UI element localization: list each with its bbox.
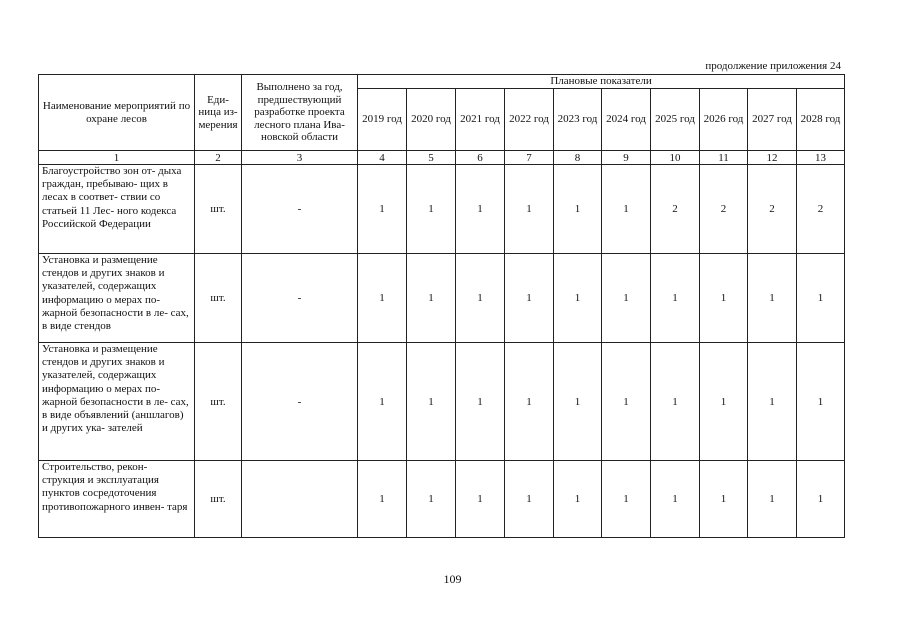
plan-value: 1 (456, 254, 505, 343)
plan-value: 1 (651, 343, 700, 461)
plan-value: 1 (456, 165, 505, 254)
column-number: 4 (358, 151, 407, 165)
column-number: 11 (700, 151, 748, 165)
header-year: 2023 год (554, 89, 602, 151)
plan-value: 1 (700, 343, 748, 461)
table-row (39, 165, 845, 254)
header-year: 2022 год (505, 89, 554, 151)
plan-value: 1 (554, 165, 602, 254)
forest-protection-table (38, 74, 845, 538)
page-number: 109 (443, 572, 462, 586)
activity-name: Установка и размещение стендов и других знаков и указателей, содержащих информацию о мерах по- жарной безопасности в ле- сах, в виде объявлений (аншлагов) и других ука- зателей (39, 343, 195, 461)
plan-value: 1 (358, 343, 407, 461)
done-cell: - (242, 254, 358, 343)
unit-cell: шт. (195, 461, 242, 538)
activity-name: Строительство, рекон- струкция и эксплуатация пунктов сосредоточения противопожарного инвен- таря (39, 461, 195, 538)
column-number: 2 (195, 151, 242, 165)
column-numbers-row (39, 151, 845, 165)
header-name: Наименование мероприятий по охране лесов (39, 75, 195, 151)
done-cell: - (242, 165, 358, 254)
column-number: 5 (407, 151, 456, 165)
column-number: 8 (554, 151, 602, 165)
continuation-note: продолжение приложения 24 (705, 60, 841, 72)
column-number: 13 (797, 151, 845, 165)
plan-value: 2 (651, 165, 700, 254)
plan-value: 1 (748, 461, 797, 538)
plan-value: 1 (407, 343, 456, 461)
table-row (39, 343, 845, 461)
header-year: 2026 год (700, 89, 748, 151)
plan-value: 1 (748, 343, 797, 461)
plan-value: 1 (407, 254, 456, 343)
plan-value: 1 (748, 254, 797, 343)
plan-value: 2 (748, 165, 797, 254)
header-year: 2019 год (358, 89, 407, 151)
plan-value: 1 (407, 165, 456, 254)
activity-name: Благоустройство зон от- дыха граждан, пребываю- щих в лесах в соответ- ствии со статьей 11 Лес- ного кодекса Российской Федерации (39, 165, 195, 254)
plan-value: 1 (407, 461, 456, 538)
header-year: 2028 год (797, 89, 845, 151)
plan-value: 1 (797, 461, 845, 538)
plan-value: 2 (700, 165, 748, 254)
plan-value: 1 (602, 343, 651, 461)
activity-name: Установка и размещение стендов и других знаков и указателей, содержащих информацию о мерах по- жарной безопасности в ле- сах, в виде стендов (39, 254, 195, 343)
column-number: 12 (748, 151, 797, 165)
plan-value: 1 (651, 461, 700, 538)
column-number: 3 (242, 151, 358, 165)
plan-value: 1 (651, 254, 700, 343)
header-done: Выполнено за год, предшествующий разработке проекта лесного плана Ива- новской области (242, 75, 358, 151)
header-year: 2027 год (748, 89, 797, 151)
plan-value: 1 (554, 461, 602, 538)
unit-cell: шт. (195, 254, 242, 343)
plan-value: 1 (505, 165, 554, 254)
column-number: 1 (39, 151, 195, 165)
plan-value: 1 (797, 343, 845, 461)
table-row (39, 254, 845, 343)
plan-value: 1 (797, 254, 845, 343)
done-cell (242, 461, 358, 538)
header-year: 2020 год (407, 89, 456, 151)
done-cell: - (242, 343, 358, 461)
plan-value: 1 (358, 461, 407, 538)
header-planned: Плановые показатели (358, 75, 845, 89)
plan-value: 1 (700, 461, 748, 538)
plan-value: 1 (505, 343, 554, 461)
unit-cell: шт. (195, 343, 242, 461)
header-unit: Еди- ница из- мерения (195, 75, 242, 151)
plan-value: 1 (602, 165, 651, 254)
plan-value: 1 (602, 461, 651, 538)
plan-value: 1 (700, 254, 748, 343)
unit-cell: шт. (195, 165, 242, 254)
plan-value: 1 (456, 343, 505, 461)
column-number: 10 (651, 151, 700, 165)
column-number: 7 (505, 151, 554, 165)
column-number: 9 (602, 151, 651, 165)
header-year: 2021 год (456, 89, 505, 151)
plan-value: 1 (505, 254, 554, 343)
plan-value: 1 (505, 461, 554, 538)
plan-value: 1 (554, 254, 602, 343)
plan-value: 1 (456, 461, 505, 538)
plan-value: 1 (358, 165, 407, 254)
header-year: 2024 год (602, 89, 651, 151)
plan-value: 1 (602, 254, 651, 343)
header-year: 2025 год (651, 89, 700, 151)
plan-value: 1 (554, 343, 602, 461)
plan-value: 1 (358, 254, 407, 343)
table-row (39, 461, 845, 538)
column-number: 6 (456, 151, 505, 165)
plan-value: 2 (797, 165, 845, 254)
